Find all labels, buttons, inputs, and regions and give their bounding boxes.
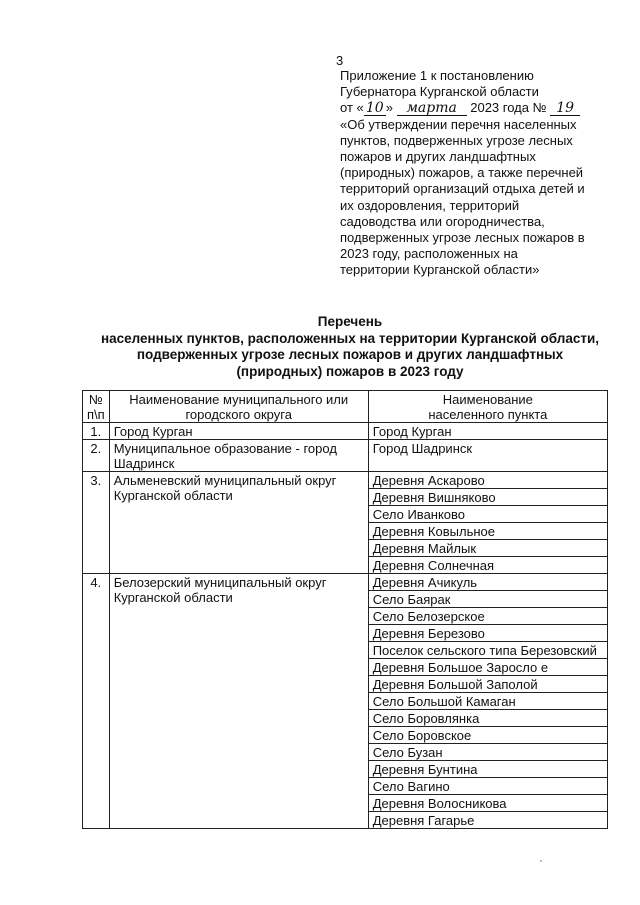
subject-line: пожаров и других ландшафтных bbox=[340, 149, 536, 165]
date-year-text: 2023 года № bbox=[470, 100, 547, 116]
table-row bbox=[83, 423, 608, 440]
handwritten-month: марта bbox=[397, 102, 467, 116]
settlement-name: Село Иванково bbox=[368, 506, 607, 523]
appendix-date-line bbox=[340, 100, 610, 116]
settlement-name: Поселок сельского типа Березовский bbox=[368, 642, 607, 659]
settlement-name: Деревня Аскарово bbox=[368, 472, 607, 489]
table-row bbox=[83, 440, 608, 472]
row-number: 2. bbox=[83, 440, 110, 472]
settlement-name: Село Баярак bbox=[368, 591, 607, 608]
settlement-name: Село Боровлянка bbox=[368, 710, 607, 727]
header-number-line-2: п\п bbox=[87, 407, 105, 422]
settlement-name: Село Большой Камаган bbox=[368, 693, 607, 710]
appendix-header bbox=[340, 68, 610, 279]
appendix-line-2: Губернатора Курганской области bbox=[340, 84, 539, 100]
municipality-name: Город Курган bbox=[109, 423, 368, 440]
subject-line: территорий организаций отдыха детей и bbox=[340, 181, 585, 197]
table-header-row bbox=[83, 391, 608, 423]
settlement-name: Деревня Волосникова bbox=[368, 795, 607, 812]
header-settlement-line-1: Наименование bbox=[442, 392, 533, 407]
date-day-close: » bbox=[385, 100, 393, 116]
settlement-name: Деревня Солнечная bbox=[368, 557, 607, 574]
settlement-name: Село Белозерское bbox=[368, 608, 607, 625]
settlement-name: Село Боровское bbox=[368, 727, 607, 744]
municipality-name: Альменевский муниципальный округ Курганской области bbox=[109, 472, 368, 574]
settlement-name: Деревня Ковыльное bbox=[368, 523, 607, 540]
title-line-2: населенных пунктов, расположенных на территории Курганской области, bbox=[100, 330, 600, 346]
table-row bbox=[83, 472, 608, 489]
row-number: 1. bbox=[83, 423, 110, 440]
settlement-name: Деревня Большое Заросло е bbox=[368, 659, 607, 676]
page-number: 3 bbox=[336, 53, 344, 68]
settlement-name: Деревня Большой Заполой bbox=[368, 676, 607, 693]
settlement-name: Деревня Гагарье bbox=[368, 812, 607, 829]
settlement-name: Деревня Бунтина bbox=[368, 761, 607, 778]
header-settlement-line-2: населенного пункта bbox=[428, 407, 548, 422]
title-line-4: (природных) пожаров в 2023 году bbox=[236, 363, 464, 379]
title-line-1: Перечень bbox=[317, 314, 383, 329]
scan-speck bbox=[540, 860, 542, 862]
settlements-table bbox=[82, 390, 608, 829]
settlement-name: Деревня Ачикуль bbox=[368, 574, 607, 591]
subject-line: пунктов, подверженных угрозе лесных bbox=[340, 132, 573, 148]
title-line-3: подверженных угрозе лесных пожаров и других ландшафтных bbox=[136, 347, 564, 362]
header-number bbox=[83, 391, 110, 423]
header-number-line-1: № bbox=[88, 392, 103, 407]
handwritten-number: 19 bbox=[550, 102, 580, 116]
subject-line: подверженных угрозе лесных пожаров в bbox=[340, 230, 585, 246]
row-number: 3. bbox=[83, 472, 110, 574]
document-title bbox=[70, 314, 630, 380]
settlement-name: Деревня Березово bbox=[368, 625, 607, 642]
header-municipality-line-1: Наименование муниципального или bbox=[129, 392, 349, 407]
municipality-name: Белозерский муниципальный округ Курганской области bbox=[109, 574, 368, 829]
settlement-name: Город Шадринск bbox=[368, 440, 607, 472]
subject-line: 2023 году, расположенных на bbox=[340, 246, 518, 262]
subject-line: садоводства или огородничества, bbox=[340, 213, 545, 229]
subject-line: (природных) пожаров, а также перечней bbox=[340, 165, 584, 181]
handwritten-day: 10 bbox=[364, 102, 386, 116]
municipality-name: Муниципальное образование - город Шадринск bbox=[109, 440, 368, 472]
settlement-name: Деревня Вишняково bbox=[368, 489, 607, 506]
subject-line: их оздоровления, территорий bbox=[340, 197, 520, 213]
settlement-name: Село Бузан bbox=[368, 744, 607, 761]
table-row bbox=[83, 574, 608, 591]
date-prefix: от « bbox=[340, 100, 364, 116]
header-municipality bbox=[109, 391, 368, 423]
subject-line: территории Курганской области» bbox=[340, 262, 540, 278]
settlement-name: Деревня Майлык bbox=[368, 540, 607, 557]
header-municipality-line-2: городского округа bbox=[185, 407, 292, 422]
settlement-name: Село Вагино bbox=[368, 778, 607, 795]
subject-line: «Об утверждении перечня населенных bbox=[340, 116, 577, 132]
header-settlement bbox=[368, 391, 607, 423]
settlement-name: Город Курган bbox=[368, 423, 607, 440]
row-number: 4. bbox=[83, 574, 110, 829]
appendix-line-1: Приложение 1 к постановлению bbox=[340, 68, 534, 83]
